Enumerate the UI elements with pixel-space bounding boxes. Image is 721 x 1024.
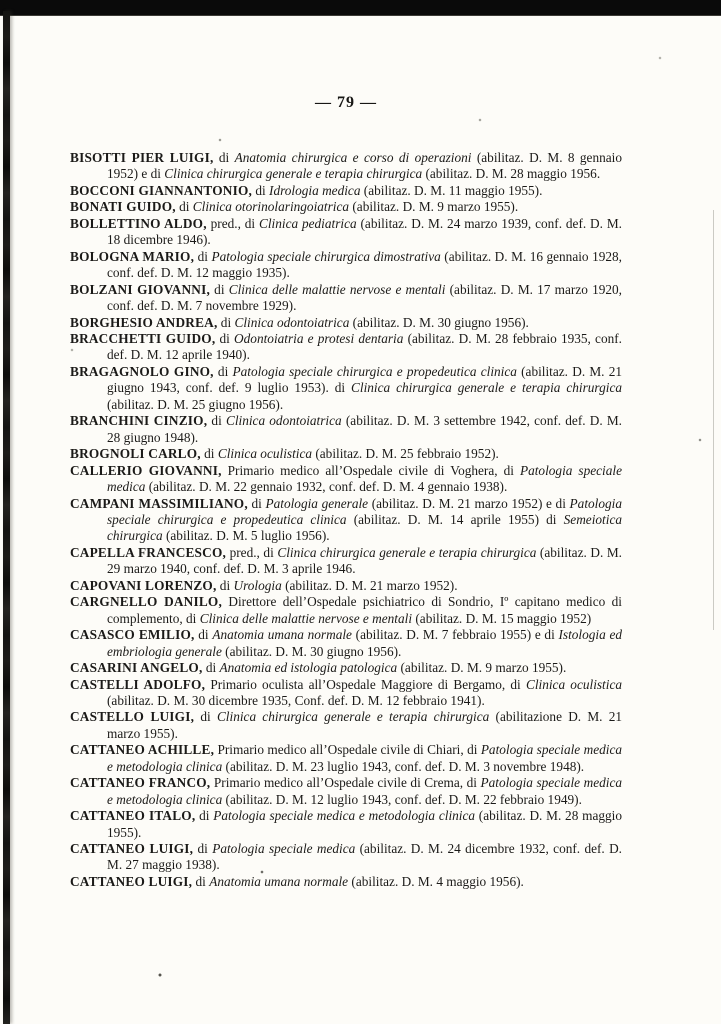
entry-text: di xyxy=(207,413,226,429)
person-name: CALLERIO GIOVANNI, xyxy=(70,462,222,478)
person-name: CASTELLO LUIGI, xyxy=(70,709,195,725)
specialty-italic: Odontoiatria e protesi dentaria xyxy=(234,330,404,346)
person-name: BORGHESIO ANDREA, xyxy=(70,314,218,330)
entry-text: (abilitaz. D. M. 14 aprile 1955) di xyxy=(346,511,564,527)
entry-text: (abilitaz. D. M. 25 febbraio 1952). xyxy=(312,446,499,462)
specialty-italic: Semeiotica chirurgica xyxy=(107,511,622,544)
entry-text: di xyxy=(175,199,193,215)
entry-text: di xyxy=(202,660,220,676)
entry-text: (abilitaz. D. M. 16 gennaio 1928, conf. def. D. M. 12 maggio 1935). xyxy=(107,248,622,281)
entry-text: di xyxy=(217,314,235,330)
specialty-italic: Anatomia umana normale xyxy=(209,873,349,889)
entry-text: di xyxy=(213,150,235,165)
specialty-italic: Clinica odontoiatrica xyxy=(234,314,350,330)
book-spine-shadow xyxy=(3,11,10,1024)
directory-entry xyxy=(70,594,622,627)
entry-text: Primario medico all’Ospedale civile di Crema, di xyxy=(210,775,481,791)
specialty-italic: Patologia speciale medica xyxy=(212,841,356,857)
person-name: BRANCHINI CINZIO, xyxy=(70,413,208,429)
specialty-italic: Clinica oculistica xyxy=(217,446,313,462)
entry-text: (abilitaz. D. M. 4 maggio 1956). xyxy=(348,873,524,889)
entry-text: di xyxy=(192,873,210,889)
specialty-italic: Urologia xyxy=(233,577,282,593)
directory-entry xyxy=(70,742,622,775)
entry-text: di xyxy=(252,182,270,198)
specialty-italic: Idrologia medica xyxy=(269,182,361,198)
entry-text: (abilitaz. D. M. 12 luglio 1943, conf. def. D. M. 22 febbraio 1949). xyxy=(222,791,582,807)
specialty-italic: Patologia speciale chirurgica e propedeutica clinica xyxy=(107,495,622,527)
person-name: BOLLETTINO ALDO, xyxy=(70,215,207,231)
entry-text: (abilitaz. D. M. 23 luglio 1943, conf. def. D. M. 3 novembre 1948). xyxy=(222,758,585,774)
person-name: BRAGAGNOLO GINO, xyxy=(70,363,214,379)
entry-text: (abilitaz. D. M. 9 marzo 1955). xyxy=(349,199,519,215)
directory-entry xyxy=(70,249,622,282)
entry-text: (abilitaz. D. M. 30 giugno 1956). xyxy=(349,314,529,330)
directory-entry xyxy=(70,677,622,710)
directory-entry xyxy=(70,364,622,413)
entry-text: Direttore dell’Ospedale psichiatrico di Sondrio, Iº capitano medico di complemento, di xyxy=(107,594,622,626)
entry-text: (abilitaz. D. M. 7 febbraio 1955) e di xyxy=(351,627,559,643)
specialty-italic: Clinica odontoiatrica xyxy=(225,413,342,429)
entry-text: (abilitaz. D. M. 15 maggio 1952) xyxy=(412,610,592,626)
directory-entry xyxy=(70,183,622,199)
entry-text: (abilitaz. D. M. 24 marzo 1939, conf. def. D. M. 18 dicembre 1946). xyxy=(107,215,622,248)
person-name: CATTANEO LUIGI, xyxy=(70,841,194,857)
specialty-italic: Clinica delle malattie nervose e mentali xyxy=(199,610,413,626)
specialty-italic: Istologia ed embriologia generale xyxy=(107,627,623,659)
person-name: CARGNELLO DANILO, xyxy=(70,594,222,610)
entry-text: (abilitaz. D. M. 29 marzo 1940, conf. def. D. M. 3 aprile 1946. xyxy=(107,544,623,577)
entry-text: Primario medico all’Ospedale civile di Voghera, di xyxy=(221,462,520,478)
entry-text: di xyxy=(216,577,234,593)
directory-entry xyxy=(70,775,622,808)
entry-text: di xyxy=(200,446,218,462)
entry-text: pred., di xyxy=(226,544,278,560)
entry-text: di xyxy=(247,495,266,511)
specialty-italic: Patologia speciale medica e metodologia clinica xyxy=(107,742,622,774)
entry-text: (abilitaz. D. M. 30 giugno 1956). xyxy=(221,643,402,659)
directory-entry xyxy=(70,545,622,578)
person-name: BOLOGNA MARIO, xyxy=(70,248,195,264)
entry-text: (abilitaz. D. M. 28 maggio 1955). xyxy=(107,808,622,840)
entry-text: (abilitaz. D. M. 21 marzo 1952). xyxy=(281,577,458,593)
entry-text: Primario oculista all’Ospedale Maggiore di Bergamo, di xyxy=(205,676,526,692)
directory-entry xyxy=(70,874,622,890)
person-name: BRACCHETTI GUIDO, xyxy=(70,330,216,346)
directory-entry xyxy=(70,446,622,462)
specialty-italic: Patologia speciale medica xyxy=(107,462,622,495)
specialty-italic: Patologia speciale chirurgica e propedeutica clinica xyxy=(232,363,517,379)
person-name: BOCCONI GIANNANTONIO, xyxy=(70,182,253,198)
entry-text: (abilitaz. D. M. 17 marzo 1920, conf. def. D. M. 7 novembre 1929). xyxy=(107,281,622,314)
specialty-italic: Clinica chirurgica generale e terapia chirurgica xyxy=(351,380,622,396)
person-name: BISOTTI PIER LUIGI, xyxy=(70,150,214,165)
directory-entry xyxy=(70,808,622,841)
person-name: CATTANEO ITALO, xyxy=(70,808,196,824)
directory-entry xyxy=(70,199,622,215)
entry-text: di xyxy=(193,841,213,857)
directory-entry xyxy=(70,315,622,331)
directory-entry xyxy=(70,627,622,660)
person-name: CASASCO EMILIO, xyxy=(70,627,195,643)
specialty-italic: Clinica chirurgica generale e terapia chirurgica xyxy=(164,166,423,182)
entry-text: (abilitaz. D. M. 25 giugno 1956). xyxy=(107,396,284,412)
person-name: CASTELLI ADOLFO, xyxy=(70,676,206,692)
specialty-italic: Anatomia ed istologia patologica xyxy=(219,660,398,676)
entry-text: (abilitaz. D. M. 8 gennaio 1952) e di xyxy=(107,150,623,182)
entry-text: (abilitaz. D. M. 30 dicembre 1935, Conf. def. D. M. 12 febbraio 1941). xyxy=(107,692,485,708)
entry-text: di xyxy=(215,330,235,346)
directory-entry xyxy=(70,578,622,594)
entry-text: (abilitaz. D. M. 28 maggio 1956. xyxy=(422,166,601,182)
person-name: CATTANEO FRANCO, xyxy=(70,775,211,791)
entry-text: (abilitaz. D. M. 28 febbraio 1935, conf. def. D. M. 12 aprile 1940). xyxy=(107,330,622,363)
specialty-italic: Patologia speciale medica e metodologia clinica xyxy=(107,775,622,807)
entry-text: di xyxy=(194,709,217,725)
directory-entry xyxy=(70,331,622,364)
person-name: BOLZANI GIOVANNI, xyxy=(70,281,210,297)
entry-text: (abilitaz. D. M. 21 marzo 1952) e di xyxy=(368,495,570,511)
specialty-italic: Clinica chirurgica generale e terapia chirurgica xyxy=(277,544,537,560)
entry-text: di xyxy=(195,808,214,824)
person-name: BROGNOLI CARLO, xyxy=(70,446,201,462)
person-name: CAPELLA FRANCESCO, xyxy=(70,544,227,560)
specialty-italic: Patologia speciale medica e metodologia clinica xyxy=(213,808,476,824)
specialty-italic: Clinica otorinolaringoiatrica xyxy=(192,199,350,215)
entry-text: (abilitaz. D. M. 24 dicembre 1932, conf. def. D. M. 27 maggio 1938). xyxy=(107,841,622,873)
directory-entry xyxy=(70,496,622,545)
person-name: CAMPANI MASSIMILIANO, xyxy=(70,495,248,511)
entry-text: di xyxy=(194,627,213,643)
directory-entry xyxy=(70,216,622,249)
specialty-italic: Clinica oculistica xyxy=(525,676,622,692)
specialty-italic: Anatomia chirurgica e corso di operazioni xyxy=(234,150,472,165)
person-name: CAPOVANI LORENZO, xyxy=(70,577,217,593)
directory-entry xyxy=(70,463,622,496)
entry-text: di xyxy=(209,281,229,297)
directory-entry xyxy=(70,841,622,874)
scan-edge-top-band xyxy=(0,0,721,16)
entry-text: (abilitaz. D. M. 9 marzo 1955). xyxy=(397,660,567,676)
entry-text: (abilitaz. D. M. 22 gennaio 1932, conf. def. D. M. 4 gennaio 1938). xyxy=(145,479,508,495)
directory-entry xyxy=(70,282,622,315)
specialty-italic: Patologia generale xyxy=(265,495,369,511)
entry-text: di xyxy=(194,248,212,264)
directory-entries xyxy=(70,150,622,890)
entry-text: (abilitaz. D. M. 5 luglio 1956). xyxy=(162,528,330,544)
person-name: BONATI GUIDO, xyxy=(70,199,176,215)
entry-text: di xyxy=(213,363,233,379)
person-name: CATTANEO LUIGI, xyxy=(70,873,193,889)
specialty-italic: Clinica delle malattie nervose e mentali xyxy=(228,281,446,297)
specialty-italic: Clinica pediatrica xyxy=(258,215,357,231)
directory-entry xyxy=(70,413,622,446)
specialty-italic: Patologia speciale chirurgica dimostrativa xyxy=(211,248,441,264)
specialty-italic: Anatomia umana normale xyxy=(212,627,352,643)
entry-text: pred., di xyxy=(206,215,259,231)
specialty-italic: Clinica chirurgica generale e terapia chirurgica xyxy=(216,709,490,725)
entry-text: (abilitaz. D. M. 3 settembre 1942, conf. def. D. M. 28 giugno 1948). xyxy=(107,413,623,445)
entry-text: (abilitazione D. M. 21 marzo 1955). xyxy=(107,709,623,741)
person-name: CATTANEO ACHILLE, xyxy=(70,742,215,758)
entry-text: Primario medico all’Ospedale civile di Chiari, di xyxy=(214,742,481,758)
directory-entry xyxy=(70,709,622,742)
entry-text: (abilitaz. D. M. 21 giugno 1943, conf. def. 9 luglio 1953). di xyxy=(107,363,622,396)
page-number: — 79 — xyxy=(315,94,377,111)
directory-entry xyxy=(70,660,622,676)
directory-entry xyxy=(70,150,622,183)
person-name: CASARINI ANGELO, xyxy=(70,660,203,676)
scan-edge-right-line xyxy=(713,210,714,630)
entry-text: (abilitaz. D. M. 11 maggio 1955). xyxy=(360,182,543,198)
